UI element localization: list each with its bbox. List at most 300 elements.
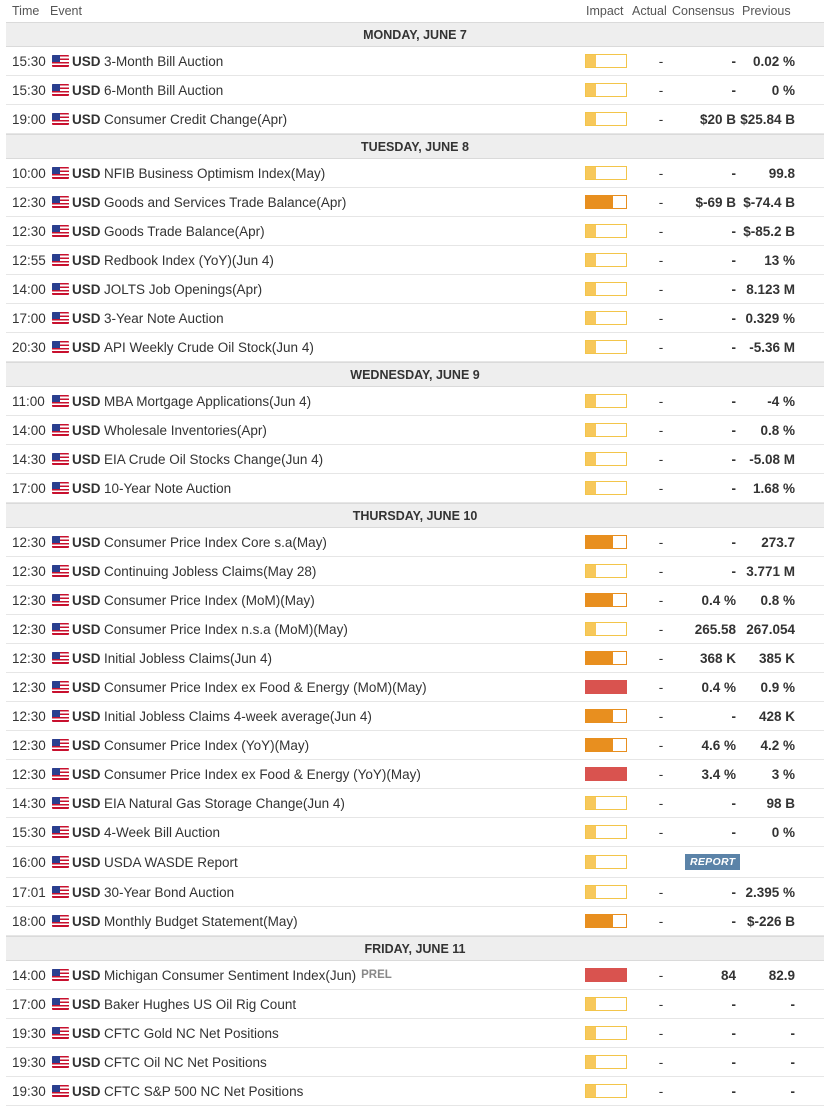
event-time: 19:30 (12, 1025, 46, 1041)
impact-bar-fill (586, 739, 613, 751)
event-name[interactable]: Consumer Price Index ex Food & Energy (YoY)(May) (104, 766, 421, 782)
impact-bar-fill (586, 424, 596, 436)
event-actual: - (658, 252, 664, 268)
impact-bar-high (585, 680, 627, 694)
event-previous: -5.36 M (749, 339, 795, 355)
flag-cell (52, 474, 69, 502)
impact-cell (585, 445, 627, 473)
event-name[interactable]: 6-Month Bill Auction (104, 82, 224, 98)
day-header: FRIDAY, JUNE 11 (6, 936, 824, 961)
event-actual: - (658, 339, 664, 355)
event-row[interactable] (6, 760, 824, 789)
flag-cell (52, 731, 69, 759)
event-name-cell[interactable] (104, 731, 309, 759)
impact-cell (585, 907, 627, 935)
event-name[interactable]: Baker Hughes US Oil Rig Count (104, 996, 297, 1012)
event-previous: 4.2 % (760, 737, 795, 753)
flag-cell (52, 644, 69, 672)
event-previous: 385 K (758, 650, 795, 666)
impact-bar-low (585, 796, 627, 810)
event-row[interactable] (6, 818, 824, 847)
event-consensus: 265.58 (694, 621, 736, 637)
event-name[interactable]: Consumer Price Index Core s.a(May) (104, 534, 327, 550)
event-row[interactable] (6, 1019, 824, 1048)
event-row[interactable] (6, 907, 824, 936)
header-time: Time (12, 4, 40, 18)
event-currency: USD (72, 339, 101, 355)
event-name[interactable]: Consumer Price Index ex Food & Energy (MoM)(May) (104, 679, 427, 695)
flag-cell (52, 847, 69, 877)
event-currency: USD (72, 854, 101, 870)
event-name[interactable]: NFIB Business Optimism Index(May) (104, 165, 326, 181)
flag-cell (52, 333, 69, 361)
event-row[interactable] (6, 416, 824, 445)
event-currency: USD (72, 111, 101, 127)
event-consensus: $20 B (699, 111, 736, 127)
day-header: WEDNESDAY, JUNE 9 (6, 362, 824, 387)
us-flag-icon (52, 1085, 69, 1097)
event-consensus: 84 (720, 967, 736, 983)
impact-cell (585, 961, 627, 989)
us-flag-icon (52, 797, 69, 809)
event-row[interactable] (6, 47, 824, 76)
event-name-cell[interactable] (104, 847, 238, 877)
header-actual: Actual (632, 4, 667, 18)
event-row[interactable] (6, 961, 824, 990)
us-flag-icon (52, 254, 69, 266)
impact-cell (585, 76, 627, 104)
event-name-cell[interactable] (104, 907, 298, 935)
flag-cell (52, 557, 69, 585)
event-row[interactable] (6, 789, 824, 818)
event-previous: $-226 B (746, 913, 795, 929)
us-flag-icon (52, 453, 69, 465)
impact-cell (585, 304, 627, 332)
event-currency: USD (72, 223, 101, 239)
event-name-cell[interactable] (104, 188, 346, 216)
impact-cell (585, 990, 627, 1018)
event-name[interactable]: Initial Jobless Claims 4-week average(Jun 4) (104, 708, 372, 724)
us-flag-icon (52, 681, 69, 693)
us-flag-icon (52, 856, 69, 868)
impact-bar-fill (586, 623, 596, 635)
event-consensus: - (731, 708, 736, 724)
impact-bar-medium (585, 651, 627, 665)
event-time: 15:30 (12, 53, 46, 69)
event-consensus: - (731, 1025, 736, 1041)
impact-bar-fill (586, 453, 596, 465)
flag-cell (52, 76, 69, 104)
flag-cell (52, 275, 69, 303)
flag-cell (52, 105, 69, 133)
event-currency: USD (72, 53, 101, 69)
event-row[interactable] (6, 217, 824, 246)
event-currency: USD (72, 194, 101, 210)
us-flag-icon (52, 739, 69, 751)
impact-bar-fill (586, 998, 596, 1010)
impact-cell (585, 387, 627, 415)
impact-bar-low (585, 423, 627, 437)
impact-bar-fill (586, 797, 596, 809)
event-consensus: - (731, 1054, 736, 1070)
event-name[interactable]: Wholesale Inventories(Apr) (104, 422, 267, 438)
event-name[interactable]: Initial Jobless Claims(Jun 4) (104, 650, 273, 666)
event-row[interactable] (6, 990, 824, 1019)
event-time: 16:00 (12, 854, 46, 870)
event-name[interactable]: Consumer Price Index n.s.a (MoM)(May) (104, 621, 348, 637)
impact-bar-fill (586, 113, 596, 125)
event-name[interactable]: JOLTS Job Openings(Apr) (104, 281, 263, 297)
event-row[interactable] (6, 304, 824, 333)
us-flag-icon (52, 652, 69, 664)
flag-cell (52, 818, 69, 846)
impact-cell (585, 789, 627, 817)
event-row[interactable] (6, 1048, 824, 1077)
event-name-cell[interactable] (104, 416, 267, 444)
event-time: 12:30 (12, 708, 46, 724)
event-actual: - (658, 310, 664, 326)
event-time: 12:30 (12, 534, 46, 550)
event-consensus: 0.4 % (701, 592, 736, 608)
event-time: 17:00 (12, 310, 46, 326)
impact-bar-fill (586, 341, 596, 353)
event-name[interactable]: MBA Mortgage Applications(Jun 4) (104, 393, 312, 409)
header-consensus: Consensus (672, 4, 735, 18)
event-name-cell[interactable] (104, 76, 223, 104)
event-consensus: - (731, 884, 736, 900)
us-flag-icon (52, 167, 69, 179)
event-currency: USD (72, 534, 101, 550)
event-name-cell[interactable] (104, 159, 325, 187)
event-name[interactable]: CFTC Oil NC Net Positions (104, 1054, 267, 1070)
event-row[interactable] (6, 246, 824, 275)
flag-cell (52, 673, 69, 701)
us-flag-icon (52, 1027, 69, 1039)
impact-bar-fill (586, 886, 596, 898)
impact-bar-fill (586, 565, 596, 577)
event-time: 17:01 (12, 884, 46, 900)
impact-bar-low (585, 253, 627, 267)
us-flag-icon (52, 594, 69, 606)
event-time: 17:00 (12, 996, 46, 1012)
event-consensus: - (731, 451, 736, 467)
event-name[interactable]: CFTC S&P 500 NC Net Positions (104, 1083, 304, 1099)
event-time: 12:30 (12, 592, 46, 608)
impact-cell (585, 474, 627, 502)
event-time: 12:30 (12, 194, 46, 210)
us-flag-icon (52, 113, 69, 125)
event-currency: USD (72, 1025, 101, 1041)
event-name-cell[interactable] (104, 304, 224, 332)
report-cell[interactable] (685, 847, 737, 877)
event-name-cell[interactable] (104, 961, 392, 989)
event-currency: USD (72, 563, 101, 579)
impact-cell (585, 1019, 627, 1047)
impact-bar-low (585, 564, 627, 578)
event-row[interactable] (6, 702, 824, 731)
impact-bar-medium (585, 195, 627, 209)
event-name[interactable]: 30-Year Bond Auction (104, 884, 235, 900)
event-row[interactable] (6, 586, 824, 615)
event-actual: - (658, 451, 664, 467)
us-flag-icon (52, 312, 69, 324)
event-row[interactable] (6, 474, 824, 503)
event-name[interactable]: Consumer Price Index (YoY)(May) (104, 737, 310, 753)
event-previous: 2.395 % (745, 884, 795, 900)
event-name[interactable]: CFTC Gold NC Net Positions (104, 1025, 279, 1041)
impact-bar-fill (586, 1056, 596, 1068)
flag-cell (52, 528, 69, 556)
event-name-cell[interactable] (104, 105, 287, 133)
event-actual: - (658, 1083, 664, 1099)
event-actual: - (658, 165, 664, 181)
event-actual: - (658, 967, 664, 983)
event-consensus: - (731, 53, 736, 69)
event-time: 14:00 (12, 281, 46, 297)
event-name-cell[interactable] (104, 789, 345, 817)
impact-bar-fill (586, 652, 613, 664)
impact-bar-low (585, 282, 627, 296)
impact-bar-fill (586, 55, 596, 67)
event-time: 19:30 (12, 1083, 46, 1099)
flag-cell (52, 586, 69, 614)
event-previous: - (790, 1054, 795, 1070)
event-consensus: 368 K (699, 650, 736, 666)
event-name[interactable]: USDA WASDE Report (104, 854, 238, 870)
event-name-cell[interactable] (104, 47, 223, 75)
event-row[interactable] (6, 275, 824, 304)
event-name-cell[interactable] (104, 1019, 279, 1047)
flag-cell (52, 217, 69, 245)
event-time: 12:30 (12, 223, 46, 239)
event-name-cell[interactable] (104, 878, 234, 906)
event-currency: USD (72, 884, 101, 900)
event-row[interactable] (6, 333, 824, 362)
us-flag-icon (52, 998, 69, 1010)
event-name-cell[interactable] (104, 557, 316, 585)
event-previous: 1.68 % (752, 480, 795, 496)
us-flag-icon (52, 395, 69, 407)
flag-cell (52, 615, 69, 643)
event-previous: 0.8 % (760, 592, 795, 608)
event-previous: - (790, 1083, 795, 1099)
event-name-cell[interactable] (104, 760, 421, 788)
event-row[interactable] (6, 445, 824, 474)
event-row[interactable] (6, 673, 824, 702)
event-row[interactable] (6, 847, 824, 878)
event-name[interactable]: 4-Week Bill Auction (104, 824, 221, 840)
event-consensus: - (731, 913, 736, 929)
impact-bar-high (585, 968, 627, 982)
event-name[interactable]: Consumer Price Index (MoM)(May) (104, 592, 315, 608)
flag-cell (52, 990, 69, 1018)
event-previous: 0.329 % (745, 310, 795, 326)
event-previous: 273.7 (761, 534, 795, 550)
report-button[interactable]: REPORT (685, 854, 740, 870)
impact-bar-low (585, 885, 627, 899)
event-row[interactable] (6, 528, 824, 557)
event-time: 14:00 (12, 422, 46, 438)
us-flag-icon (52, 969, 69, 981)
impact-bar-low (585, 825, 627, 839)
event-previous: 0.9 % (760, 679, 795, 695)
impact-bar-fill (586, 768, 626, 780)
event-name[interactable]: Continuing Jobless Claims(May 28) (104, 563, 317, 579)
event-previous: 267.054 (746, 621, 795, 637)
event-actual: - (658, 563, 664, 579)
us-flag-icon (52, 84, 69, 96)
day-header: MONDAY, JUNE 7 (6, 22, 824, 47)
event-name-cell[interactable] (104, 217, 265, 245)
event-name-cell[interactable] (104, 990, 296, 1018)
event-row[interactable] (6, 159, 824, 188)
event-time: 10:00 (12, 165, 46, 181)
event-row[interactable] (6, 615, 824, 644)
event-consensus: - (731, 223, 736, 239)
event-previous: 0.02 % (752, 53, 795, 69)
event-name-cell[interactable] (104, 445, 323, 473)
event-name[interactable]: Michigan Consumer Sentiment Index(Jun) (104, 967, 357, 983)
event-name[interactable]: EIA Natural Gas Storage Change(Jun 4) (104, 795, 345, 811)
event-name-cell[interactable] (104, 586, 315, 614)
event-name-cell[interactable] (104, 528, 327, 556)
event-previous: $-85.2 B (743, 223, 795, 239)
impact-cell (585, 333, 627, 361)
us-flag-icon (52, 915, 69, 927)
event-consensus: - (731, 339, 736, 355)
impact-bar-fill (586, 969, 626, 981)
impact-bar-low (585, 855, 627, 869)
us-flag-icon (52, 225, 69, 237)
event-name-cell[interactable] (104, 387, 311, 415)
event-name-cell[interactable] (104, 818, 220, 846)
impact-cell (585, 246, 627, 274)
impact-cell (585, 217, 627, 245)
event-previous: 0 % (771, 824, 795, 840)
flag-cell (52, 1048, 69, 1076)
event-previous: $-74.4 B (743, 194, 795, 210)
event-name[interactable]: 3-Year Note Auction (104, 310, 224, 326)
event-previous: 98 B (766, 795, 795, 811)
event-currency: USD (72, 1054, 101, 1070)
event-previous: 82.9 (768, 967, 795, 983)
event-time: 15:30 (12, 824, 46, 840)
event-row[interactable] (6, 188, 824, 217)
event-actual: - (658, 824, 664, 840)
event-name-cell[interactable] (104, 644, 272, 672)
event-row[interactable] (6, 387, 824, 416)
event-row[interactable] (6, 105, 824, 134)
event-currency: USD (72, 795, 101, 811)
us-flag-icon (52, 424, 69, 436)
event-actual: - (658, 534, 664, 550)
impact-bar-low (585, 481, 627, 495)
event-previous: 0 % (771, 82, 795, 98)
event-name-cell[interactable] (104, 673, 427, 701)
event-name[interactable]: Redbook Index (YoY)(Jun 4) (104, 252, 274, 268)
event-row[interactable] (6, 557, 824, 586)
event-currency: USD (72, 82, 101, 98)
us-flag-icon (52, 283, 69, 295)
event-name[interactable]: Consumer Credit Change(Apr) (104, 111, 288, 127)
event-previous: - (790, 996, 795, 1012)
impact-bar-low (585, 1026, 627, 1040)
flag-cell (52, 47, 69, 75)
event-consensus: - (731, 1083, 736, 1099)
event-name-cell[interactable] (104, 333, 314, 361)
event-name[interactable]: 10-Year Note Auction (104, 480, 232, 496)
event-time: 15:30 (12, 82, 46, 98)
impact-bar-fill (586, 856, 596, 868)
impact-bar-fill (586, 395, 596, 407)
event-name[interactable]: Goods Trade Balance(Apr) (104, 223, 265, 239)
impact-bar-medium (585, 593, 627, 607)
event-currency: USD (72, 650, 101, 666)
event-time: 12:30 (12, 737, 46, 753)
impact-cell (585, 731, 627, 759)
event-actual: - (658, 1025, 664, 1041)
event-currency: USD (72, 281, 101, 297)
event-time: 12:30 (12, 621, 46, 637)
event-time: 12:30 (12, 650, 46, 666)
event-name[interactable]: Goods and Services Trade Balance(Apr) (104, 194, 347, 210)
event-currency: USD (72, 451, 101, 467)
event-name-cell[interactable] (104, 615, 348, 643)
event-previous: 428 K (758, 708, 795, 724)
event-actual: - (658, 422, 664, 438)
event-name-cell[interactable] (104, 1048, 267, 1076)
event-name-cell[interactable] (104, 1077, 303, 1105)
event-time: 14:00 (12, 967, 46, 983)
event-previous: 8.123 M (746, 281, 795, 297)
event-time: 12:55 (12, 252, 46, 268)
event-currency: USD (72, 393, 101, 409)
preliminary-tag: PREL (361, 969, 392, 981)
event-time: 18:00 (12, 913, 46, 929)
impact-cell (585, 615, 627, 643)
event-actual: - (658, 111, 664, 127)
flag-cell (52, 760, 69, 788)
event-consensus: - (731, 281, 736, 297)
flag-cell (52, 188, 69, 216)
impact-cell (585, 586, 627, 614)
event-name-cell[interactable] (104, 702, 372, 730)
event-name[interactable]: 3-Month Bill Auction (104, 53, 224, 69)
event-name[interactable]: Monthly Budget Statement(May) (104, 913, 298, 929)
event-name[interactable]: API Weekly Crude Oil Stock(Jun 4) (104, 339, 314, 355)
event-row[interactable] (6, 76, 824, 105)
event-name[interactable]: EIA Crude Oil Stocks Change(Jun 4) (104, 451, 324, 467)
event-row[interactable] (6, 878, 824, 907)
event-row[interactable] (6, 644, 824, 673)
event-currency: USD (72, 996, 101, 1012)
impact-bar-fill (586, 710, 613, 722)
event-name-cell[interactable] (104, 246, 274, 274)
event-previous: 3 % (771, 766, 795, 782)
impact-cell (585, 275, 627, 303)
flag-cell (52, 789, 69, 817)
event-currency: USD (72, 766, 101, 782)
impact-cell (585, 159, 627, 187)
event-name-cell[interactable] (104, 275, 262, 303)
impact-bar-low (585, 224, 627, 238)
event-row[interactable] (6, 1077, 824, 1106)
event-row[interactable] (6, 731, 824, 760)
event-name-cell[interactable] (104, 474, 231, 502)
event-actual: - (658, 393, 664, 409)
impact-bar-fill (586, 915, 613, 927)
event-previous: -5.08 M (749, 451, 795, 467)
